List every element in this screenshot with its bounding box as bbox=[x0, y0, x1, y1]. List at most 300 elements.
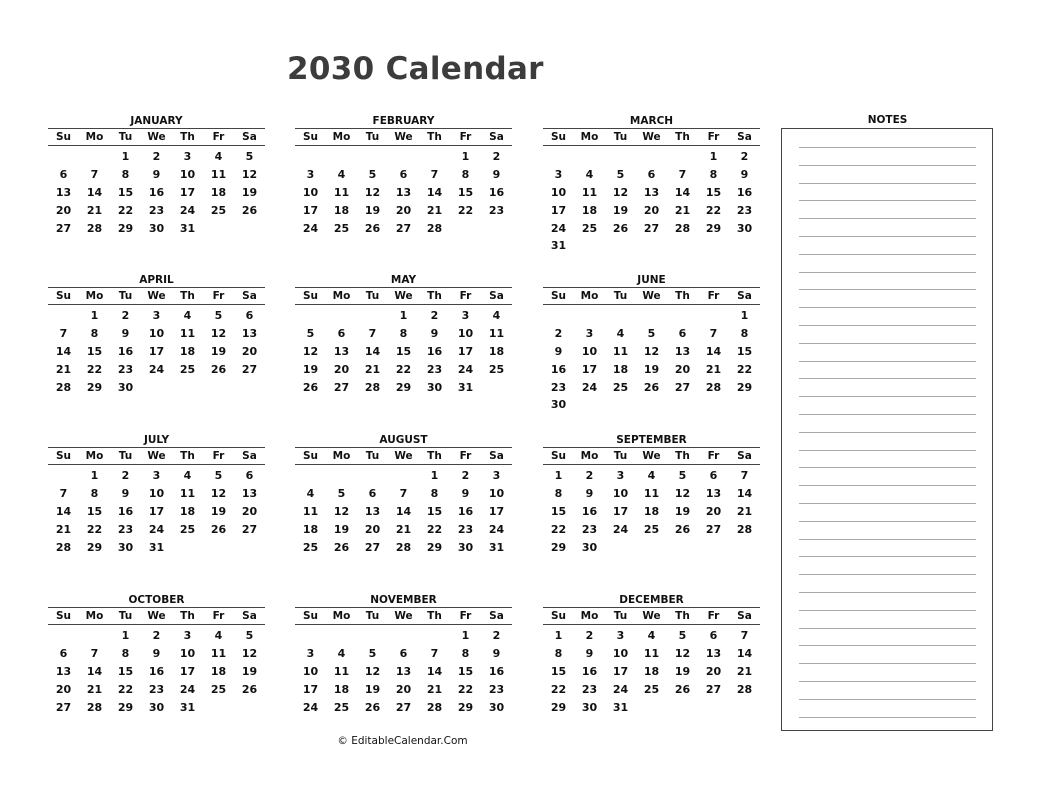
day-cell: 10 bbox=[302, 664, 319, 678]
day-cell: 20 bbox=[241, 504, 258, 518]
day-cell: 13 bbox=[241, 486, 258, 500]
day-cell: 15 bbox=[117, 185, 134, 199]
day-cell: 18 bbox=[302, 522, 319, 536]
month-name: JANUARY bbox=[130, 115, 183, 127]
day-cell: 18 bbox=[488, 344, 505, 358]
day-cell: 25 bbox=[612, 380, 629, 394]
day-cell: 22 bbox=[117, 682, 134, 696]
empty-day-cell bbox=[543, 307, 574, 325]
day-cell: 17 bbox=[612, 504, 629, 518]
day-cell: 8 bbox=[399, 326, 408, 340]
day-cell: 19 bbox=[674, 504, 691, 518]
day-grid bbox=[48, 467, 265, 556]
day-cell: 24 bbox=[581, 380, 598, 394]
day-cell: 25 bbox=[179, 362, 196, 376]
weekday-label: Sa bbox=[489, 610, 504, 622]
day-cell: 28 bbox=[674, 221, 691, 235]
note-line bbox=[799, 396, 976, 397]
day-cell: 23 bbox=[550, 380, 567, 394]
note-line bbox=[799, 147, 976, 148]
day-cell: 23 bbox=[488, 203, 505, 217]
note-line bbox=[799, 681, 976, 682]
day-cell: 10 bbox=[179, 646, 196, 660]
day-cell: 3 bbox=[492, 469, 501, 482]
day-cell: 9 bbox=[461, 486, 470, 500]
note-line bbox=[799, 503, 976, 504]
day-cell: 17 bbox=[302, 203, 319, 217]
day-grid bbox=[543, 307, 760, 414]
day-cell: 26 bbox=[674, 522, 691, 536]
day-cell: 26 bbox=[364, 700, 381, 714]
weekday-label: Th bbox=[427, 290, 442, 302]
day-cell: 31 bbox=[550, 239, 567, 253]
weekday-label: Mo bbox=[580, 290, 599, 302]
day-grid bbox=[295, 627, 512, 716]
day-cell: 21 bbox=[86, 203, 103, 217]
day-cell: 1 bbox=[90, 309, 99, 322]
day-cell: 12 bbox=[674, 486, 691, 500]
day-cell: 2 bbox=[121, 469, 130, 482]
note-line bbox=[799, 432, 976, 433]
empty-day-cell bbox=[388, 627, 419, 645]
day-cell: 17 bbox=[148, 344, 165, 358]
day-cell: 14 bbox=[705, 344, 722, 358]
day-cell: 28 bbox=[86, 221, 103, 235]
weekday-label: Su bbox=[302, 290, 319, 302]
day-cell: 12 bbox=[674, 646, 691, 660]
empty-day-cell bbox=[295, 307, 326, 325]
day-cell: 24 bbox=[302, 700, 319, 714]
day-cell: 25 bbox=[179, 522, 196, 536]
day-cell: 5 bbox=[678, 469, 687, 482]
day-cell: 27 bbox=[705, 682, 722, 696]
day-cell: 22 bbox=[86, 362, 103, 376]
empty-day-cell bbox=[574, 307, 605, 325]
day-cell: 5 bbox=[678, 629, 687, 642]
empty-day-cell bbox=[295, 627, 326, 645]
note-line bbox=[799, 414, 976, 415]
day-cell: 5 bbox=[214, 309, 223, 322]
day-cell: 30 bbox=[117, 380, 134, 394]
day-cell: 7 bbox=[59, 486, 68, 500]
day-cell: 28 bbox=[55, 540, 72, 554]
month-name: MAY bbox=[390, 274, 417, 286]
day-cell: 7 bbox=[740, 469, 749, 482]
day-cell: 4 bbox=[616, 326, 625, 340]
day-cell: 2 bbox=[461, 469, 470, 482]
day-cell: 24 bbox=[488, 522, 505, 536]
day-cell: 30 bbox=[457, 540, 474, 554]
day-cell: 20 bbox=[395, 203, 412, 217]
day-cell: 22 bbox=[705, 203, 722, 217]
day-cell: 14 bbox=[395, 504, 412, 518]
month-name: SEPTEMBER bbox=[616, 434, 687, 446]
day-cell: 13 bbox=[364, 504, 381, 518]
weekday-label: Mo bbox=[332, 610, 351, 622]
day-cell: 12 bbox=[210, 326, 227, 340]
weekday-label: Tu bbox=[365, 610, 380, 622]
day-cell: 25 bbox=[302, 540, 319, 554]
weekday-label: Tu bbox=[613, 450, 628, 462]
day-cell: 20 bbox=[333, 362, 350, 376]
day-cell: 7 bbox=[709, 326, 718, 340]
day-cell: 14 bbox=[736, 486, 753, 500]
day-cell: 10 bbox=[148, 486, 165, 500]
day-cell: 28 bbox=[86, 700, 103, 714]
day-cell: 17 bbox=[488, 504, 505, 518]
day-cell: 1 bbox=[121, 150, 130, 163]
weekday-label: Fr bbox=[212, 290, 225, 302]
day-cell: 1 bbox=[740, 309, 749, 322]
day-cell: 11 bbox=[179, 486, 196, 500]
day-cell: 23 bbox=[148, 203, 165, 217]
day-cell: 25 bbox=[210, 203, 227, 217]
day-cell: 4 bbox=[585, 167, 594, 181]
day-cell: 31 bbox=[612, 700, 629, 714]
day-cell: 28 bbox=[364, 380, 381, 394]
day-cell: 30 bbox=[148, 700, 165, 714]
day-cell: 27 bbox=[643, 221, 660, 235]
empty-day-cell bbox=[574, 148, 605, 166]
note-line bbox=[799, 663, 976, 664]
note-line bbox=[799, 467, 976, 468]
day-cell: 3 bbox=[152, 469, 161, 482]
month-january bbox=[48, 114, 265, 237]
empty-day-cell bbox=[605, 148, 636, 166]
day-cell: 3 bbox=[616, 469, 625, 482]
empty-day-cell bbox=[357, 307, 388, 325]
day-cell: 24 bbox=[457, 362, 474, 376]
day-cell: 8 bbox=[90, 486, 99, 500]
day-cell: 30 bbox=[426, 380, 443, 394]
day-cell: 12 bbox=[241, 167, 258, 181]
day-cell: 30 bbox=[581, 700, 598, 714]
day-cell: 7 bbox=[59, 326, 68, 340]
day-cell: 23 bbox=[457, 522, 474, 536]
day-cell: 6 bbox=[709, 629, 718, 642]
day-cell: 2 bbox=[585, 469, 594, 482]
day-cell: 18 bbox=[179, 344, 196, 358]
weekday-label: Tu bbox=[613, 610, 628, 622]
day-cell: 27 bbox=[364, 540, 381, 554]
month-march bbox=[543, 114, 760, 255]
day-cell: 23 bbox=[736, 203, 753, 217]
note-line bbox=[799, 592, 976, 593]
day-cell: 25 bbox=[333, 700, 350, 714]
day-cell: 10 bbox=[302, 185, 319, 199]
day-cell: 22 bbox=[457, 203, 474, 217]
day-cell: 8 bbox=[430, 486, 439, 500]
weekday-label: Fr bbox=[707, 450, 720, 462]
day-cell: 6 bbox=[647, 167, 656, 181]
day-cell: 18 bbox=[581, 203, 598, 217]
day-cell: 3 bbox=[152, 309, 161, 322]
weekday-label: Mo bbox=[332, 450, 351, 462]
note-line bbox=[799, 378, 976, 379]
day-cell: 17 bbox=[581, 362, 598, 376]
empty-day-cell bbox=[388, 148, 419, 166]
day-cell: 20 bbox=[55, 203, 72, 217]
weekday-label: Tu bbox=[613, 290, 628, 302]
day-cell: 1 bbox=[430, 469, 439, 482]
day-cell: 3 bbox=[306, 167, 315, 181]
day-cell: 6 bbox=[245, 469, 254, 482]
day-cell: 19 bbox=[364, 203, 381, 217]
weekday-label: Mo bbox=[332, 131, 351, 143]
day-cell: 19 bbox=[210, 504, 227, 518]
day-cell: 13 bbox=[395, 664, 412, 678]
notes-title: NOTES bbox=[867, 114, 908, 126]
day-cell: 21 bbox=[736, 504, 753, 518]
month-june bbox=[543, 273, 760, 414]
day-cell: 18 bbox=[643, 664, 660, 678]
day-cell: 28 bbox=[736, 522, 753, 536]
day-cell: 13 bbox=[55, 664, 72, 678]
day-cell: 20 bbox=[395, 682, 412, 696]
day-cell: 31 bbox=[148, 540, 165, 554]
day-cell: 21 bbox=[86, 682, 103, 696]
weekday-label: We bbox=[394, 131, 413, 143]
weekday-label: Mo bbox=[580, 131, 599, 143]
empty-day-cell bbox=[698, 307, 729, 325]
weekday-label: Sa bbox=[242, 610, 257, 622]
day-cell: 9 bbox=[585, 486, 594, 500]
notes-box[interactable] bbox=[781, 128, 993, 731]
empty-day-cell bbox=[667, 148, 698, 166]
weekday-label: Sa bbox=[242, 450, 257, 462]
weekday-header bbox=[543, 607, 760, 625]
day-cell: 21 bbox=[395, 522, 412, 536]
empty-day-cell bbox=[605, 307, 636, 325]
weekday-label: Tu bbox=[118, 131, 133, 143]
day-cell: 11 bbox=[581, 185, 598, 199]
day-cell: 27 bbox=[241, 522, 258, 536]
day-cell: 18 bbox=[210, 664, 227, 678]
day-cell: 26 bbox=[333, 540, 350, 554]
day-cell: 5 bbox=[306, 326, 315, 340]
day-cell: 17 bbox=[612, 664, 629, 678]
day-cell: 19 bbox=[241, 664, 258, 678]
weekday-label: Th bbox=[675, 610, 690, 622]
day-cell: 15 bbox=[550, 504, 567, 518]
weekday-label: Fr bbox=[707, 131, 720, 143]
note-line bbox=[799, 485, 976, 486]
day-cell: 13 bbox=[643, 185, 660, 199]
day-cell: 27 bbox=[55, 221, 72, 235]
weekday-header bbox=[48, 287, 265, 305]
note-line bbox=[799, 289, 976, 290]
day-cell: 14 bbox=[736, 646, 753, 660]
day-cell: 7 bbox=[368, 326, 377, 340]
day-cell: 20 bbox=[241, 344, 258, 358]
day-cell: 20 bbox=[643, 203, 660, 217]
day-cell: 9 bbox=[430, 326, 439, 340]
day-cell: 26 bbox=[210, 362, 227, 376]
day-cell: 14 bbox=[426, 185, 443, 199]
day-cell: 11 bbox=[210, 167, 227, 181]
day-cell: 8 bbox=[554, 646, 563, 660]
day-cell: 16 bbox=[736, 185, 753, 199]
month-november bbox=[295, 593, 512, 716]
day-cell: 18 bbox=[612, 362, 629, 376]
day-cell: 13 bbox=[674, 344, 691, 358]
day-grid bbox=[295, 148, 512, 237]
day-cell: 22 bbox=[117, 203, 134, 217]
day-cell: 29 bbox=[736, 380, 753, 394]
day-cell: 4 bbox=[306, 486, 315, 500]
weekday-label: Th bbox=[675, 450, 690, 462]
weekday-label: Fr bbox=[707, 610, 720, 622]
weekday-label: We bbox=[147, 450, 166, 462]
day-cell: 31 bbox=[179, 221, 196, 235]
weekday-label: Sa bbox=[737, 290, 752, 302]
note-line bbox=[799, 343, 976, 344]
day-cell: 16 bbox=[148, 185, 165, 199]
day-cell: 20 bbox=[705, 664, 722, 678]
weekday-header bbox=[295, 287, 512, 305]
day-cell: 4 bbox=[647, 469, 656, 482]
day-cell: 6 bbox=[59, 167, 68, 181]
day-cell: 13 bbox=[395, 185, 412, 199]
day-cell: 13 bbox=[55, 185, 72, 199]
month-april bbox=[48, 273, 265, 396]
day-cell: 3 bbox=[616, 629, 625, 642]
day-cell: 20 bbox=[674, 362, 691, 376]
day-grid bbox=[543, 627, 760, 716]
day-cell: 2 bbox=[121, 309, 130, 322]
day-cell: 5 bbox=[245, 629, 254, 642]
day-cell: 23 bbox=[148, 682, 165, 696]
day-cell: 6 bbox=[337, 326, 346, 340]
day-cell: 14 bbox=[364, 344, 381, 358]
day-cell: 13 bbox=[705, 486, 722, 500]
day-cell: 21 bbox=[736, 664, 753, 678]
day-cell: 29 bbox=[86, 380, 103, 394]
day-cell: 16 bbox=[426, 344, 443, 358]
day-cell: 6 bbox=[368, 486, 377, 500]
day-cell: 3 bbox=[554, 167, 563, 181]
weekday-label: Fr bbox=[212, 610, 225, 622]
weekday-label: We bbox=[642, 290, 661, 302]
weekday-label: Fr bbox=[459, 450, 472, 462]
day-cell: 31 bbox=[179, 700, 196, 714]
day-cell: 15 bbox=[86, 504, 103, 518]
day-cell: 18 bbox=[179, 504, 196, 518]
day-cell: 16 bbox=[581, 504, 598, 518]
day-cell: 25 bbox=[643, 522, 660, 536]
empty-day-cell bbox=[326, 307, 357, 325]
day-cell: 9 bbox=[121, 326, 130, 340]
day-cell: 20 bbox=[55, 682, 72, 696]
weekday-label: Th bbox=[427, 450, 442, 462]
day-cell: 26 bbox=[210, 522, 227, 536]
note-line bbox=[799, 183, 976, 184]
day-grid bbox=[48, 627, 265, 716]
day-cell: 16 bbox=[581, 664, 598, 678]
day-cell: 22 bbox=[550, 682, 567, 696]
day-cell: 27 bbox=[395, 700, 412, 714]
day-cell: 9 bbox=[554, 344, 563, 358]
day-cell: 29 bbox=[117, 221, 134, 235]
weekday-label: We bbox=[147, 290, 166, 302]
weekday-header bbox=[295, 607, 512, 625]
day-cell: 29 bbox=[457, 700, 474, 714]
day-cell: 30 bbox=[148, 221, 165, 235]
day-cell: 15 bbox=[395, 344, 412, 358]
weekday-label: Su bbox=[55, 450, 72, 462]
day-grid bbox=[543, 467, 760, 556]
day-cell: 8 bbox=[121, 167, 130, 181]
note-line bbox=[799, 521, 976, 522]
day-cell: 16 bbox=[550, 362, 567, 376]
day-cell: 9 bbox=[740, 167, 749, 181]
month-name: FEBRUARY bbox=[372, 115, 435, 127]
day-cell: 5 bbox=[214, 469, 223, 482]
day-cell: 10 bbox=[488, 486, 505, 500]
day-cell: 16 bbox=[457, 504, 474, 518]
weekday-label: Su bbox=[302, 450, 319, 462]
month-december bbox=[543, 593, 760, 716]
day-cell: 14 bbox=[55, 344, 72, 358]
day-cell: 30 bbox=[488, 700, 505, 714]
weekday-label: Sa bbox=[489, 131, 504, 143]
day-cell: 21 bbox=[705, 362, 722, 376]
day-cell: 12 bbox=[612, 185, 629, 199]
note-line bbox=[799, 254, 976, 255]
day-cell: 21 bbox=[426, 682, 443, 696]
day-cell: 11 bbox=[302, 504, 319, 518]
day-cell: 17 bbox=[148, 504, 165, 518]
day-cell: 7 bbox=[399, 486, 408, 500]
day-cell: 9 bbox=[121, 486, 130, 500]
day-cell: 24 bbox=[148, 522, 165, 536]
empty-day-cell bbox=[636, 148, 667, 166]
weekday-label: We bbox=[394, 290, 413, 302]
day-grid bbox=[48, 307, 265, 396]
weekday-label: Su bbox=[55, 610, 72, 622]
day-cell: 4 bbox=[183, 309, 192, 322]
day-cell: 24 bbox=[179, 203, 196, 217]
day-cell: 26 bbox=[674, 682, 691, 696]
day-cell: 1 bbox=[554, 469, 563, 482]
day-cell: 3 bbox=[183, 629, 192, 642]
day-cell: 4 bbox=[492, 309, 501, 322]
weekday-label: Tu bbox=[365, 450, 380, 462]
day-cell: 18 bbox=[210, 185, 227, 199]
weekday-label: We bbox=[394, 450, 413, 462]
day-cell: 27 bbox=[705, 522, 722, 536]
day-cell: 14 bbox=[426, 664, 443, 678]
day-cell: 22 bbox=[86, 522, 103, 536]
weekday-label: Sa bbox=[242, 131, 257, 143]
day-cell: 1 bbox=[121, 629, 130, 642]
day-cell: 5 bbox=[616, 167, 625, 181]
day-cell: 8 bbox=[461, 646, 470, 660]
weekday-label: Sa bbox=[737, 450, 752, 462]
day-cell: 2 bbox=[152, 150, 161, 163]
month-name: NOVEMBER bbox=[370, 594, 437, 606]
day-cell: 9 bbox=[585, 646, 594, 660]
note-line bbox=[799, 645, 976, 646]
empty-day-cell bbox=[419, 148, 450, 166]
day-cell: 17 bbox=[302, 682, 319, 696]
day-cell: 18 bbox=[333, 682, 350, 696]
weekday-label: Fr bbox=[459, 290, 472, 302]
day-cell: 6 bbox=[245, 309, 254, 322]
day-cell: 5 bbox=[368, 646, 377, 660]
day-grid bbox=[295, 307, 512, 396]
day-cell: 21 bbox=[364, 362, 381, 376]
